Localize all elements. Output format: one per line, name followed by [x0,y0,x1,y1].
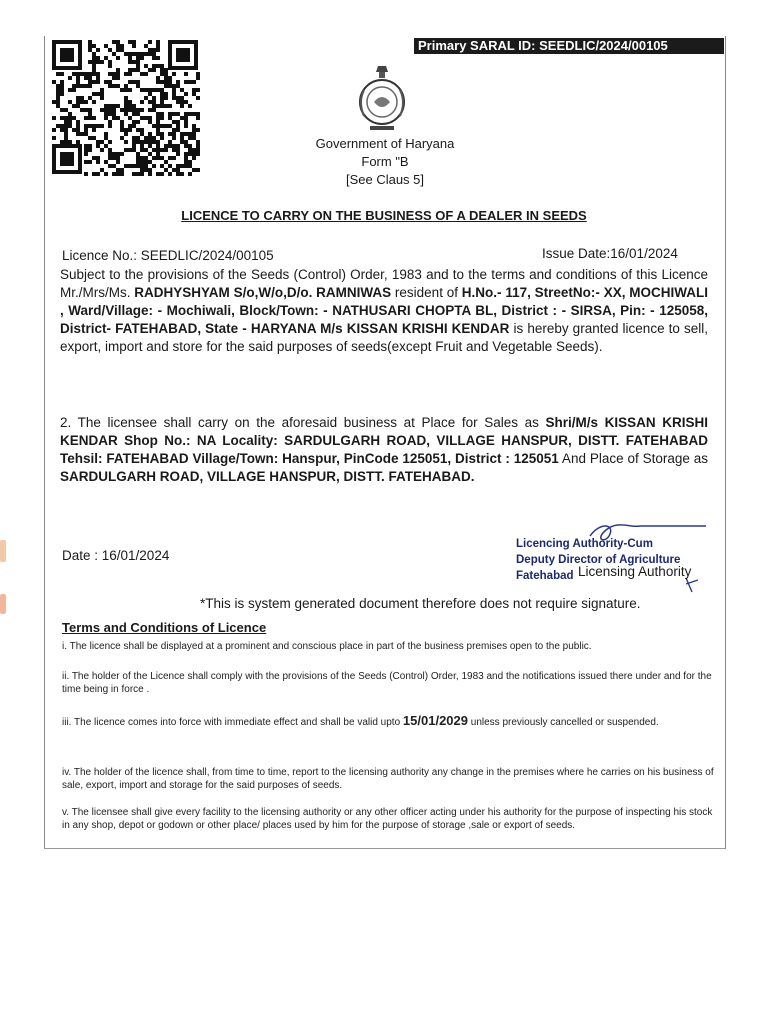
saral-id-banner: Primary SARAL ID: SEEDLIC/2024/00105 [414,38,724,54]
stamp-line-2: Deputy Director of Agriculture [516,554,681,566]
licence-number: Licence No.: SEEDLIC/2024/00105 [62,248,274,263]
business-place-paragraph: 2. The licensee shall carry on the aforesaid business at Place for Sales as Shri/M/s KISSAN KRISHI KENDAR Shop No.: NA Locality: SARDULGARH ROAD, VILLAGE HANSPUR, DISTT. FATEHABAD Tehsil: FATEHABAD Village/Town: Hanspur, PinCode 125051, District : 125051 And Place of Storage as SARDULGARH ROAD, VILLAGE HANSPUR, DISTT. FATEHABAD. [60,415,708,484]
stamp-line-3: Fatehabad [516,570,574,582]
qr-code-icon [50,38,200,178]
term-i: i. The licence shall be displayed at a prominent and conscious place in part of the business premises open to the public. [62,641,592,652]
term-iii: iii. The licence comes into force with immediate effect and shall be valid upto 15/01/2029 unless previously cancelled or suspended. [62,713,659,728]
edge-mark [0,594,6,614]
term-v: v. The licensee shall give every facility to the licensing authority or any other officer acting under his authority for the purpose of inspecting his stock in any shop, depot or godown or other place/ places used by him for the purpose of storage ,sale or export of seeds. [62,807,713,831]
edge-mark [0,540,6,562]
stamp-line-1: Licencing Authority-Cum [516,538,653,550]
govt-heading: Government of Haryana [315,136,455,151]
term-ii: ii. The holder of the Licence shall comply with the provisions of the Seeds (Control) Order, 1983 and the notifications issued there under and for the time being in force . [62,671,712,695]
form-label: Form "B [361,154,409,169]
licence-title: LICENCE TO CARRY ON THE BUSINESS OF A DEALER IN SEEDS [181,208,587,223]
issue-date: Issue Date:16/01/2024 [542,246,678,261]
term-iv: iv. The holder of the licence shall, from time to time, report to the licensing authority any change in the premises where he carries on his business of sale, export, import and storage for the said purposes of seeds. [62,767,714,791]
terms-heading: Terms and Conditions of Licence [62,620,267,635]
haryana-emblem-icon [352,64,412,138]
date-label: Date : 16/01/2024 [62,548,170,563]
system-generated-note: *This is system generated document therefore does not require signature. [200,596,641,611]
licensing-authority-label: Licensing Authority [578,564,692,579]
clause-label: [See Claus 5] [345,172,425,187]
licence-paragraph: Subject to the provisions of the Seeds (Control) Order, 1983 and to the terms and conditions of this Licence Mr./Mrs/Ms. RADHYSHYAM S/o,W/o,D/o. RAMNIWAS resident of H.No.- 117, StreetNo:- XX, MOCHIWALI , Ward/Village: - Mochiwali, Block/Town: - NATHUSARI CHOPTA BL, District : - SIRSA, Pin: - 125058, District- FATEHABAD, State - HARYANA M/s KISSAN KRISHI KENDAR is hereby granted licence to sell, export, import and store for the said purposes of seeds(except Fruit and Vegetable Seeds). [60,267,708,354]
